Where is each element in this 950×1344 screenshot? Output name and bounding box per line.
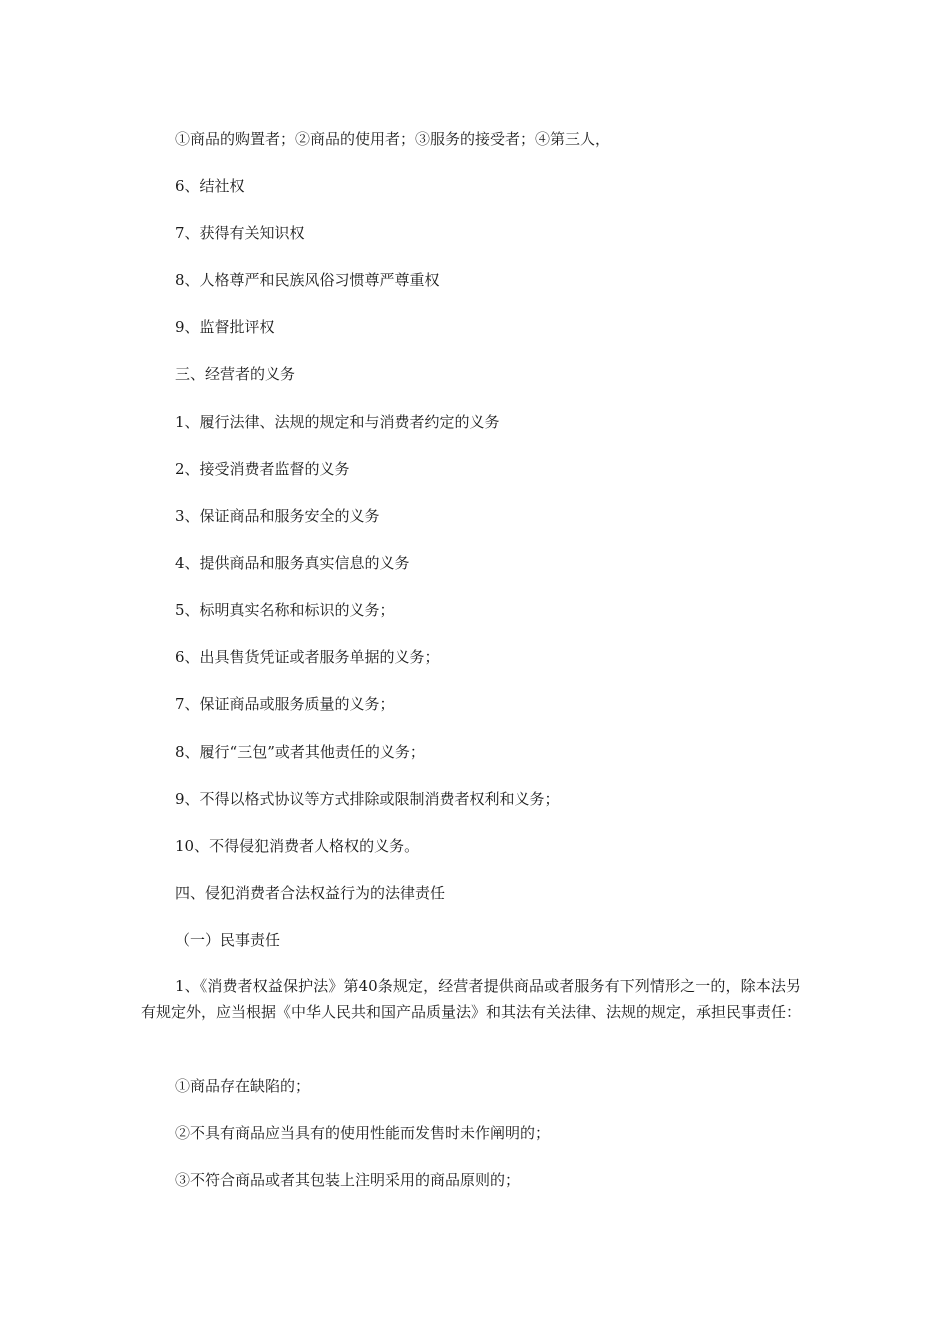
list-item-2: ②不具有商品应当具有的使用性能而发售时未作阐明的； [175,1124,551,1142]
text-line-right-8: 8、人格尊严和民族风俗习惯尊严尊重权 [175,271,440,289]
duty-item-8: 8、履行“三包”或者其他责任的义务； [175,743,425,761]
duty-item-7: 7、保证商品或服务质量的义务； [175,695,395,713]
text-line-rights-subjects: ①商品的购置者；②商品的使用者；③服务的接受者；④第三人， [175,130,611,148]
body-paragraph-article-40: 1、《消费者权益保护法》第40条规定，经营者提供商品或者服务有下列情形之一的，除本法另有规定外，应当根据《中华人民共和国产品质量法》和其法有关法律、法规的规定，承担民事责任： [141,977,802,1021]
list-item-3: ③不符合商品或者其包装上注明采用的商品原则的； [175,1171,521,1189]
duty-item-1: 1、履行法律、法规的规定和与消费者约定的义务 [175,413,500,431]
duty-item-10: 10、不得侵犯消费者人格权的义务。 [175,837,420,855]
section-heading-4: 四、侵犯消费者合法权益行为的法律责任 [175,884,446,902]
duty-item-4: 4、提供商品和服务真实信息的义务 [175,554,410,572]
duty-item-3: 3、保证商品和服务安全的义务 [175,507,380,525]
subsection-heading-civil: （一）民事责任 [175,931,281,949]
text-line-right-7: 7、获得有关知识权 [175,224,305,242]
duty-item-2: 2、接受消费者监督的义务 [175,460,350,478]
text-line-right-6: 6、结社权 [175,177,245,195]
duty-item-6: 6、出具售货凭证或者服务单据的义务； [175,648,440,666]
text-line-right-9: 9、监督批评权 [175,318,275,336]
section-heading-3: 三、经营者的义务 [175,365,296,383]
duty-item-5: 5、标明真实名称和标识的义务； [175,601,395,619]
list-item-1: ①商品存在缺陷的； [175,1077,311,1095]
duty-item-9: 9、不得以格式协议等方式排除或限制消费者权利和义务； [175,790,560,808]
